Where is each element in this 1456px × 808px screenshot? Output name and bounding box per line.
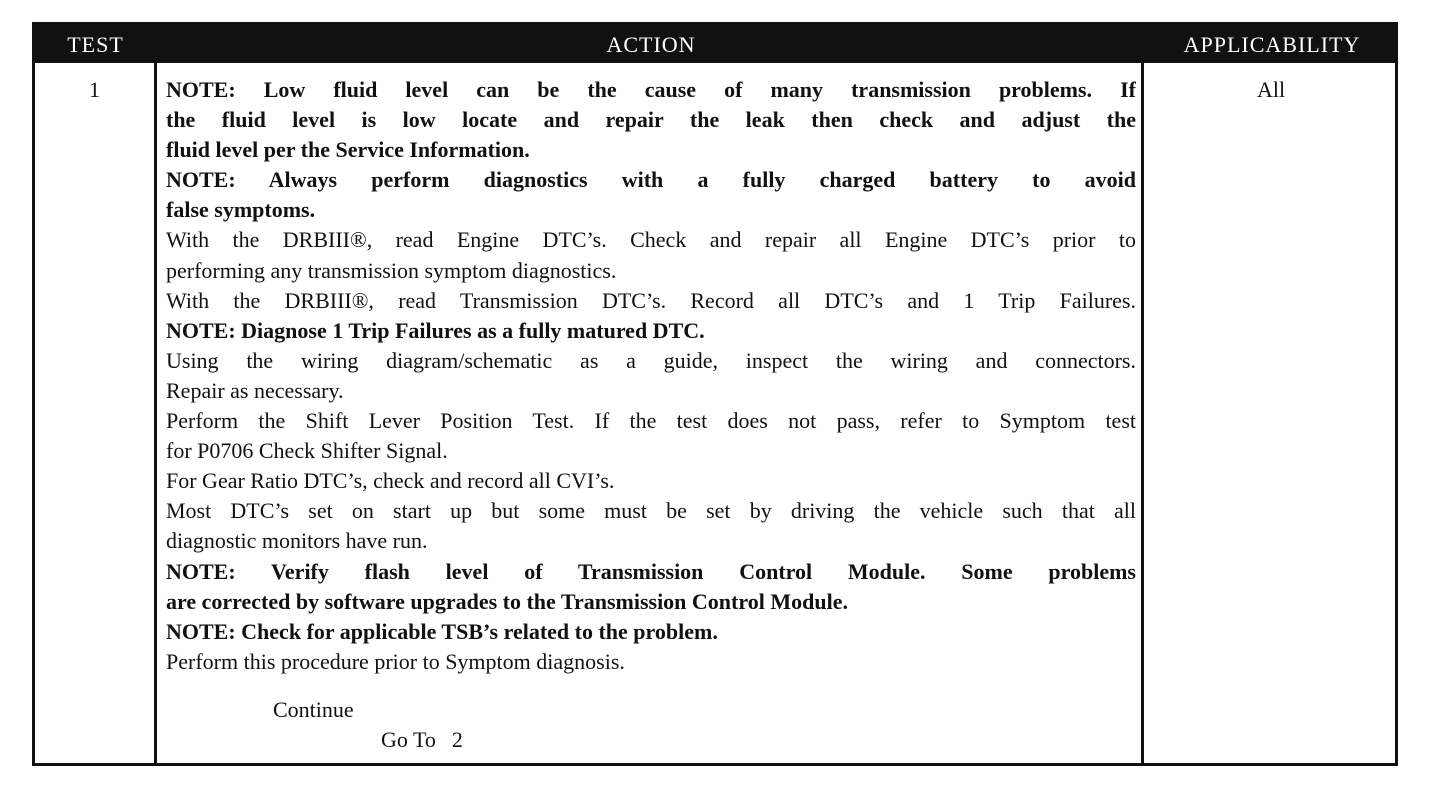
goto-target: 2 <box>451 727 463 752</box>
action-note-line: the fluid level is low locate and repair the leak then check and adjust the <box>166 107 1136 133</box>
header-action: ACTION <box>606 32 696 57</box>
applicability-value: All <box>1256 77 1286 102</box>
action-line: With the DRBIII®, read Engine DTC’s. Check and repair all Engine DTC’s prior to <box>166 227 1136 253</box>
action-line: Using the wiring diagram/schematic as a guide, inspect the wiring and connectors. <box>166 347 1136 373</box>
table-header-row <box>35 25 1395 63</box>
action-note-line: NOTE: Verify flash level of Transmission Control Module. Some problems <box>166 558 1136 584</box>
action-line: With the DRBIII®, read Transmission DTC’s. Record all DTC’s and 1 Trip Failures. <box>166 287 1136 313</box>
continue-label: Continue <box>273 697 354 722</box>
action-line: Repair as necessary. <box>166 377 344 403</box>
action-note-line: NOTE: Check for applicable TSB’s related to the problem. <box>166 618 718 644</box>
action-note-line: false symptoms. <box>166 197 316 223</box>
action-line: Perform the Shift Lever Position Test. If the test does not pass, refer to Symptom test <box>166 408 1136 434</box>
applicability-cell <box>1144 63 1398 763</box>
action-line: diagnostic monitors have run. <box>166 528 428 554</box>
table-row <box>35 63 1395 763</box>
test-number: 1 <box>89 77 100 102</box>
goto-instruction <box>381 725 463 755</box>
diagnostic-table <box>32 22 1398 766</box>
header-applicability: APPLICABILITY <box>1183 32 1361 57</box>
header-test: TEST <box>67 32 124 57</box>
goto-label: Go To <box>381 727 436 752</box>
action-line: performing any transmission symptom diagnostics. <box>166 257 617 283</box>
action-note-line: fluid level per the Service Information. <box>166 137 530 163</box>
action-line: Perform this procedure prior to Symptom diagnosis. <box>166 648 625 674</box>
action-line: for P0706 Check Shifter Signal. <box>166 438 448 464</box>
action-note-line: are corrected by software upgrades to the Transmission Control Module. <box>166 588 848 614</box>
action-note-line: NOTE: Always perform diagnostics with a fully charged battery to avoid <box>166 167 1136 193</box>
test-cell <box>35 63 154 763</box>
action-line: Most DTC’s set on start up but some must be set by driving the vehicle such that all <box>166 498 1136 524</box>
action-cell <box>154 63 1144 763</box>
action-text <box>166 75 1136 677</box>
action-note-line: NOTE: Diagnose 1 Trip Failures as a fully matured DTC. <box>166 317 705 343</box>
action-note-line: NOTE: Low fluid level can be the cause of many transmission problems. If <box>166 77 1136 102</box>
action-line: For Gear Ratio DTC’s, check and record all CVI’s. <box>166 468 615 494</box>
